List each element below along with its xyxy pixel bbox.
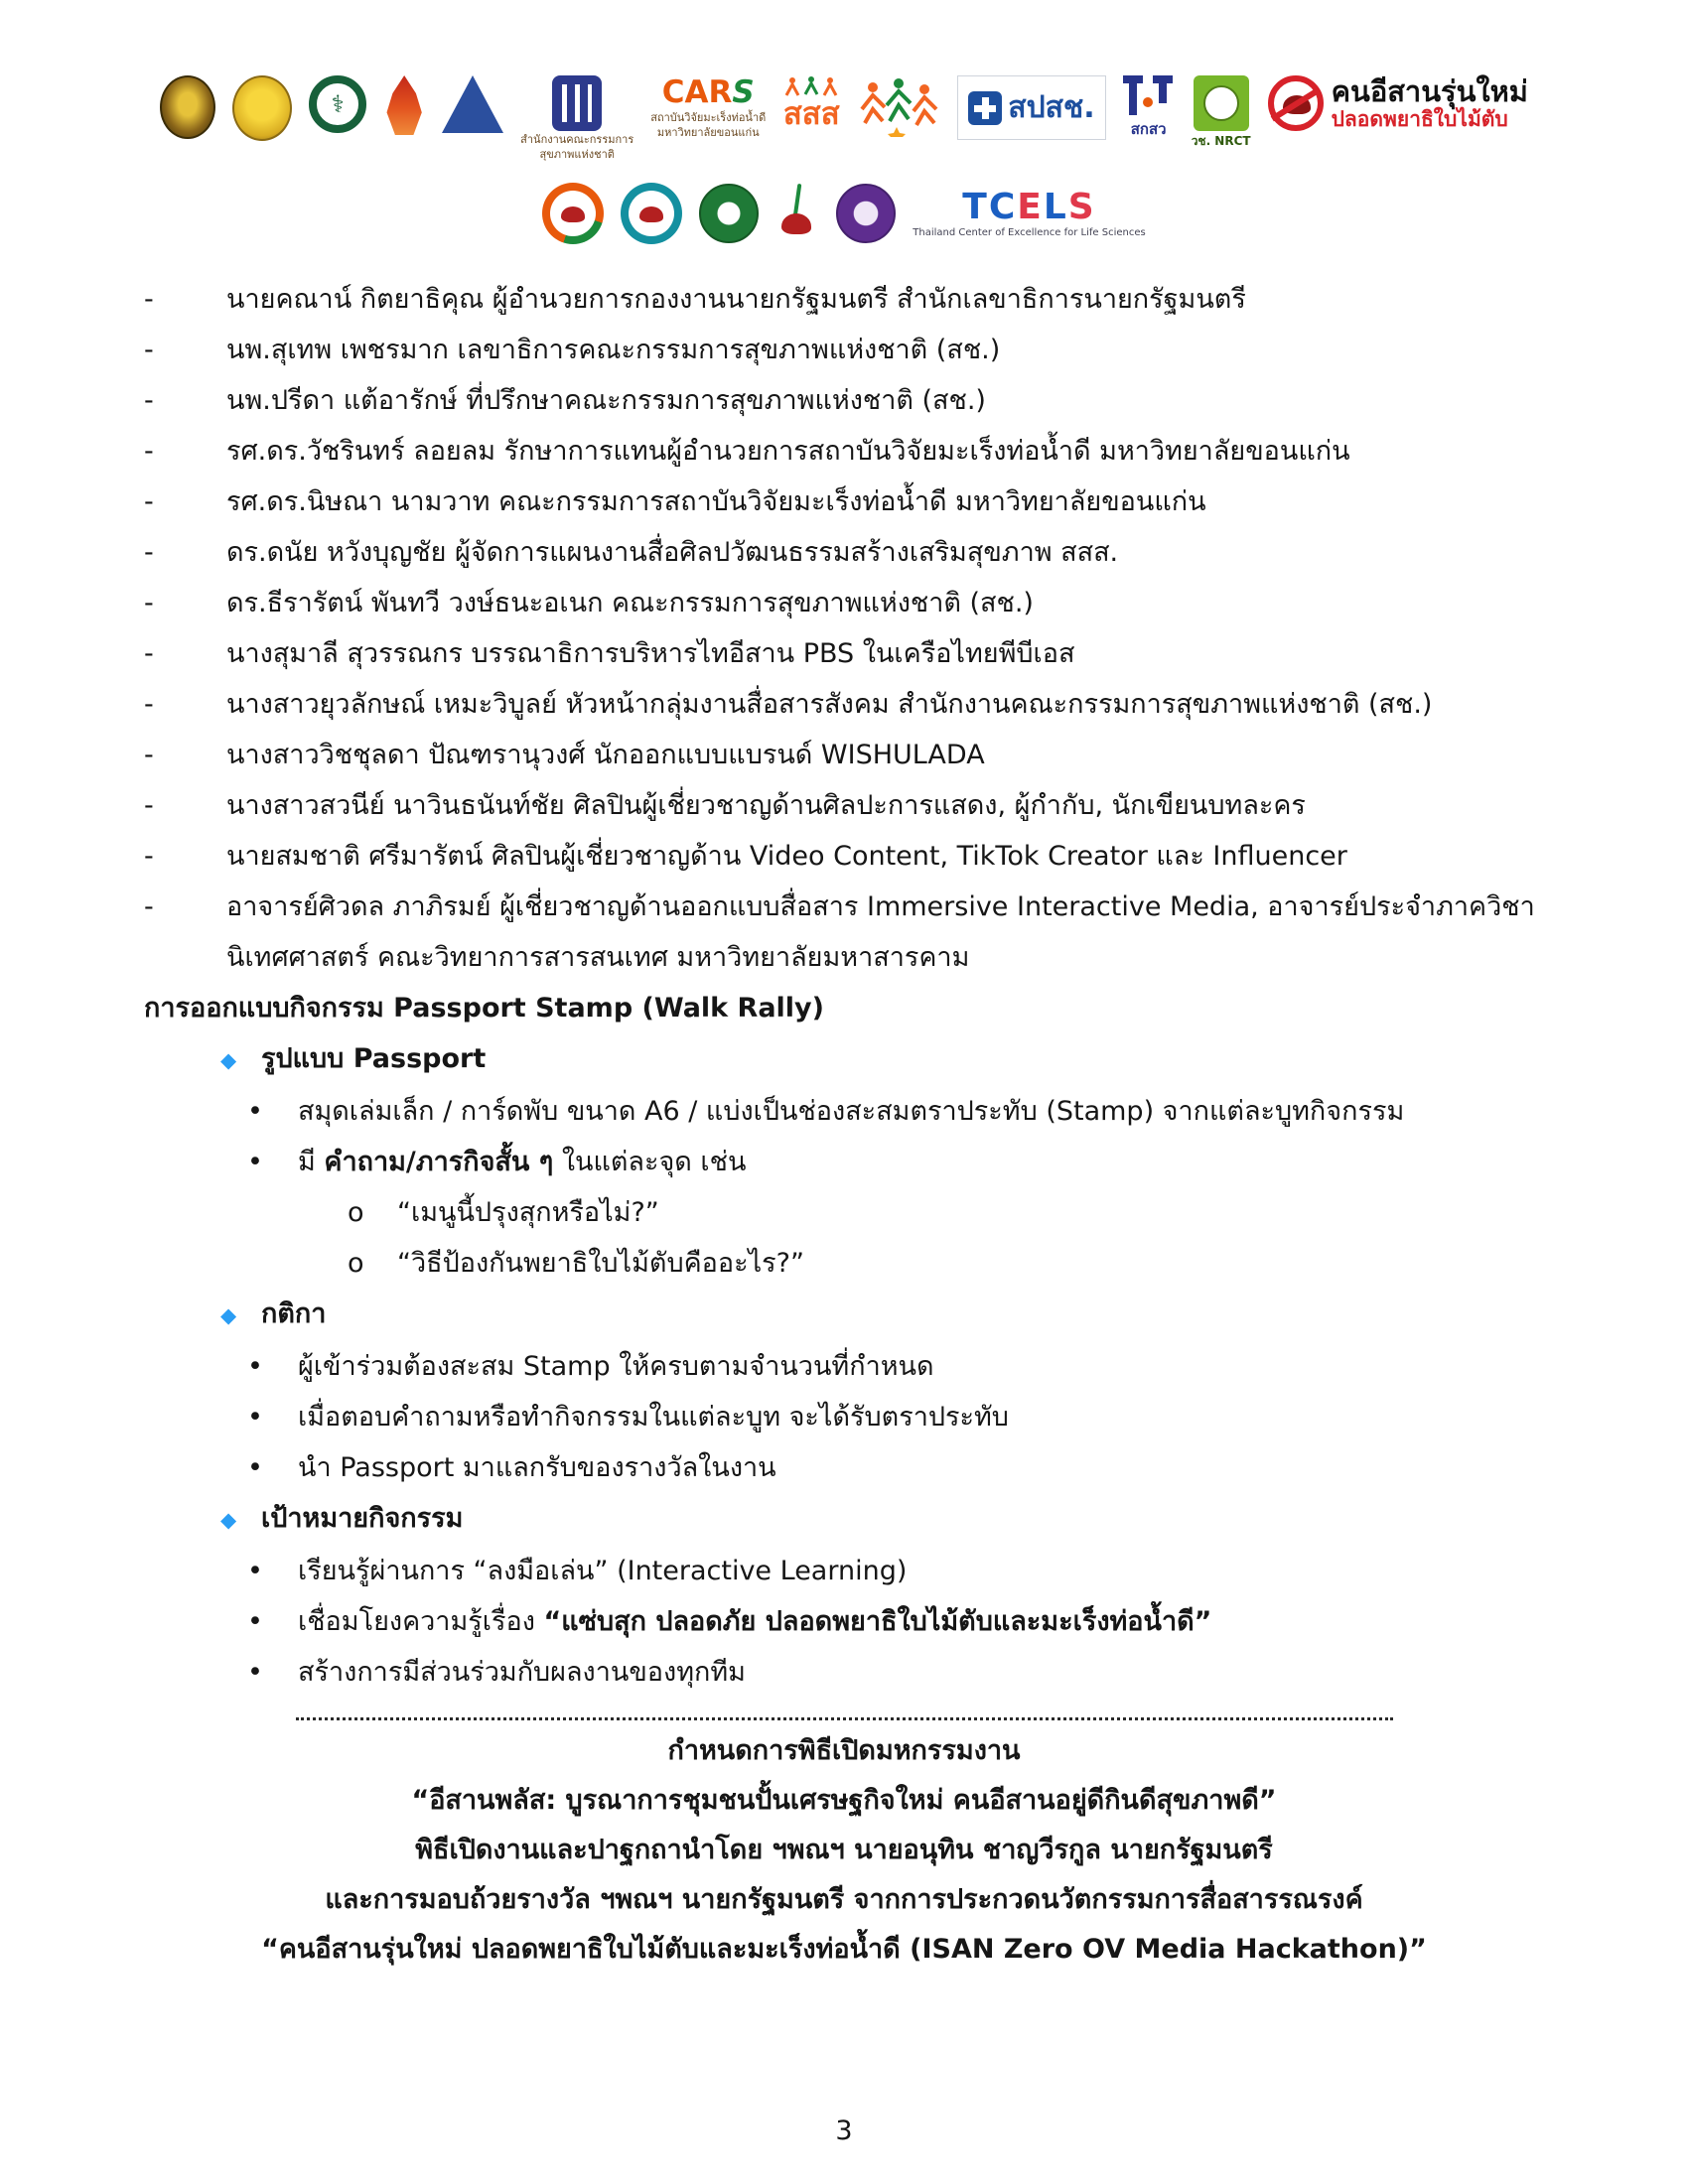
attendee-name: รศ.ดร.วัชรินทร์ ลอยลม รักษาการแทนผู้อำนวยการสถาบันวิจัยมะเร็งท่อน้ำดี มหาวิทยาลัยขอนแก่น bbox=[226, 436, 1350, 467]
attendee-name: นพ.สุเทพ เพชรมาก เลขาธิการคณะกรรมการสุขภาพแห่งชาติ (สช.) bbox=[226, 335, 1001, 365]
o-bullet-icon: o bbox=[348, 1197, 364, 1228]
liver-fluke-teal-ring-logo-icon bbox=[621, 183, 682, 244]
schedule-title: กำหนดการพิธีเปิดมหกรรมงาน bbox=[667, 1735, 1021, 1766]
dotted-divider bbox=[296, 1711, 1393, 1720]
dash-bullet: - bbox=[144, 436, 154, 467]
bullet-icon: • bbox=[247, 1452, 263, 1483]
subsection-title: รูปแบบ Passport bbox=[261, 1043, 487, 1074]
jumping-people-logo-icon bbox=[857, 75, 940, 137]
dash-bullet: - bbox=[144, 537, 154, 568]
attendee-name: ดร.ธีรารัตน์ พันทวี วงษ์ธนะอเนก คณะกรรมการสุขภาพแห่งชาติ (สช.) bbox=[226, 588, 1034, 618]
bullet-icon: • bbox=[247, 1402, 263, 1433]
list-item bbox=[144, 831, 1544, 882]
bullet-item bbox=[247, 1596, 1544, 1647]
diamond-bullet-icon: ◆ bbox=[220, 1303, 237, 1327]
sub-bullet-text: “เมนูนี้ปรุงสุกหรือไม่?” bbox=[397, 1197, 659, 1228]
liver-leaf-logo-icon bbox=[775, 184, 819, 243]
list-item bbox=[144, 882, 1544, 983]
attendee-name: ดร.ดนัย หวังบุญชัย ผู้จัดการแผนงานสื่อศิลปวัฒนธรรมสร้างเสริมสุขภาพ สสส. bbox=[226, 537, 1119, 568]
hackathon-title: “คนอีสานรุ่นใหม่ ปลอดพยาธิใบไม้ตับและมะเร็งท่อน้ำดี (ISAN Zero OV Media Hackathon)” bbox=[261, 1934, 1427, 1965]
diamond-bullet-icon: ◆ bbox=[220, 1048, 237, 1072]
dash-bullet: - bbox=[144, 284, 154, 315]
dash-bullet: - bbox=[144, 588, 154, 618]
dash-bullet: - bbox=[144, 385, 154, 416]
subsection-title: กติกา bbox=[261, 1298, 327, 1329]
attendee-name: นายสมชาติ ศรีมารัตน์ ศิลปินผู้เชี่ยวชาญด้าน Video Content, TikTok Creator และ Influencer bbox=[226, 841, 1347, 872]
event-theme: “อีสานพลัส: บูรณาการชุมชนปั้นเศรษฐกิจใหม่ คนอีสานอยู่ดีกินดีสุขภาพดี” bbox=[411, 1785, 1277, 1816]
attendee-name: นางสุมาลี สุวรรณกร บรรณาธิการบริหารไทอีสาน PBS ในเครือไทยพีบีเอส bbox=[226, 638, 1075, 669]
section-heading-passport-stamp: การออกแบบกิจกรรม Passport Stamp (Walk Rally) bbox=[144, 993, 824, 1024]
list-item bbox=[144, 274, 1544, 325]
list-item bbox=[144, 679, 1544, 730]
page-number: 3 bbox=[835, 2116, 853, 2146]
subsection-goals bbox=[220, 1493, 1544, 1546]
dash-bullet: - bbox=[144, 335, 154, 365]
attendee-name: นางสาวยุวลักษณ์ เหมะวิบูลย์ หัวหน้ากลุ่มงานสื่อสารสังคม สำนักงานคณะกรรมการสุขภาพแห่งชาติ (สช.) bbox=[226, 689, 1433, 720]
attendee-name: รศ.ดร.นิษณา นามวาท คณะกรรมการสถาบันวิจัยมะเร็งท่อน้ำดี มหาวิทยาลัยขอนแก่น bbox=[226, 486, 1206, 517]
bullet-text: มี คำถาม/ภารกิจสั้น ๆ ในแต่ละจุด เช่น bbox=[298, 1147, 747, 1177]
list-item bbox=[144, 426, 1544, 477]
dna-helix-icon: S bbox=[732, 74, 755, 110]
purple-university-seal-icon bbox=[836, 184, 896, 243]
attendee-name: นายคณาน์ กิตยาธิคุณ ผู้อำนวยการกองงานนายกรัฐมนตรี สำนักเลขาธิการนายกรัฐมนตรี bbox=[226, 284, 1246, 315]
list-item bbox=[144, 325, 1544, 375]
tsri-logo-icon: สกสว bbox=[1123, 75, 1175, 141]
cari-logo-icon: CARS สถาบันวิจัยมะเร็งท่อน้ำดี มหาวิทยาลัยขอนแก่น bbox=[650, 74, 767, 139]
dash-bullet: - bbox=[144, 740, 154, 770]
institute-triangle-seal-icon bbox=[442, 75, 503, 133]
o-bullet-icon: o bbox=[348, 1248, 364, 1279]
bullet-text: เมื่อตอบคำถามหรือทำกิจกรรมในแต่ละบูท จะได้รับตราประทับ bbox=[298, 1402, 1009, 1433]
green-wreath-seal-icon bbox=[699, 184, 759, 243]
attendee-name: นพ.ปรีดา แต้อารักษ์ ที่ปรึกษาคณะกรรมการสุขภาพแห่งชาติ (สช.) bbox=[226, 385, 986, 416]
sub-bullet-text: “วิธีป้องกันพยาธิใบไม้ตับคืออะไร?” bbox=[397, 1248, 804, 1279]
cari-caption-line1: สถาบันวิจัยมะเร็งท่อน้ำดี bbox=[650, 111, 767, 124]
garuda-royal-seal-icon bbox=[160, 75, 215, 139]
attendee-name: อาจารย์ศิวดล ภาภิรมย์ ผู้เชี่ยวชาญด้านออกแบบสื่อสาร Immersive Interactive Media, อาจารย์ประจำภาควิชานิเทศศาสตร์ คณะวิทยาการสารสนเทศ มหาวิทยาลัยมหาสารคาม bbox=[226, 891, 1535, 973]
bullet-text: นำ Passport มาแลกรับของรางวัลในงาน bbox=[298, 1452, 776, 1483]
thaihealth-sss-logo-icon: สสส bbox=[782, 75, 840, 129]
ministry-public-health-seal-icon: ⚕ bbox=[309, 75, 366, 133]
dash-bullet: - bbox=[144, 689, 154, 720]
dash-bullet: - bbox=[144, 841, 154, 872]
dash-bullet: - bbox=[144, 638, 154, 669]
bullet-icon: • bbox=[247, 1147, 263, 1177]
health-cross-icon bbox=[968, 91, 1002, 125]
opening-ceremony-line: พิธีเปิดงานและปาฐกถานำโดย ฯพณฯ นายอนุทิน ชาญวีรกูล นายกรัฐมนตรี bbox=[415, 1835, 1273, 1865]
campaign-title: คนอีสานรุ่นใหม่ bbox=[1331, 74, 1528, 108]
bullet-item bbox=[247, 1546, 1544, 1596]
nhc-office-seal-icon bbox=[520, 75, 633, 161]
tcels-logo-icon: TCELS Thailand Center of Excellence for Life Sciences bbox=[913, 186, 1146, 238]
campaign-subtitle: ปลอดพยาธิใบไม้ตับ bbox=[1331, 107, 1508, 131]
schedule-announcement bbox=[144, 1726, 1544, 1975]
bullet-text: เชื่อมโยงความรู้เรื่อง “แซ่บสุก ปลอดภัย ปลอดพยาธิใบไม้ตับและมะเร็งท่อน้ำดี” bbox=[298, 1606, 1212, 1637]
bullet-item bbox=[247, 1647, 1544, 1698]
isan-zero-ov-campaign-logo bbox=[1268, 75, 1528, 131]
list-item bbox=[144, 477, 1544, 527]
award-line: และการมอบถ้วยรางวัล ฯพณฯ นายกรัฐมนตรี จากการประกวดนวัตกรรมการสื่อสารรณรงค์ bbox=[325, 1884, 1363, 1915]
logo-row-1 bbox=[0, 75, 1688, 161]
no-liver-fluke-icon bbox=[1268, 75, 1324, 131]
bullet-item bbox=[247, 1392, 1544, 1442]
diamond-bullet-icon: ◆ bbox=[220, 1508, 237, 1532]
bullet-text: สมุดเล่มเล็ก / การ์ดพับ ขนาด A6 / แบ่งเป็นช่องสะสมตราประทับ (Stamp) จากแต่ละบูทกิจกรรม bbox=[298, 1096, 1405, 1127]
sub-bullet-item bbox=[348, 1238, 1544, 1289]
bullet-text: เรียนรู้ผ่านการ “ลงมือเล่น” (Interactive Learning) bbox=[298, 1556, 908, 1586]
bullet-item bbox=[247, 1086, 1544, 1137]
university-crest-icon bbox=[383, 75, 425, 135]
bullet-item bbox=[247, 1341, 1544, 1392]
list-item bbox=[144, 730, 1544, 780]
attendee-name: นางสาววิชชุลดา ปัณฑรานุวงศ์ นักออกแบบแบรนด์ WISHULADA bbox=[226, 740, 985, 770]
bullet-text: สร้างการมีส่วนร่วมกับผลงานของทุกทีม bbox=[298, 1657, 746, 1688]
bullet-icon: • bbox=[247, 1096, 263, 1127]
bullet-icon: • bbox=[247, 1351, 263, 1382]
nhc-caption-line2: สุขภาพแห่งชาติ bbox=[539, 148, 615, 161]
bullet-icon: • bbox=[247, 1556, 263, 1586]
list-item bbox=[144, 527, 1544, 578]
provincial-lion-seal-icon bbox=[232, 75, 292, 141]
cascap-ring-logo-icon bbox=[542, 183, 604, 244]
bullet-item bbox=[247, 1442, 1544, 1493]
sub-bullet-item bbox=[348, 1187, 1544, 1238]
nrct-logo-icon: วช. NRCT bbox=[1192, 75, 1251, 151]
attendee-name: นางสาวสวนีย์ นาวินธนันท์ชัย ศิลปินผู้เชี่ยวชาญด้านศิลปะการแสดง, ผู้กำกับ, นักเขียนบทละคร bbox=[226, 790, 1306, 821]
nhc-caption-line1: สำนักงานคณะกรรมการ bbox=[520, 133, 634, 146]
logo-banner bbox=[0, 0, 1688, 244]
subsection-passport-format bbox=[220, 1033, 1544, 1086]
subsection-rules bbox=[220, 1289, 1544, 1341]
bullet-icon: • bbox=[247, 1657, 263, 1688]
bullet-icon: • bbox=[247, 1606, 263, 1637]
bullet-item bbox=[247, 1137, 1544, 1187]
dash-bullet: - bbox=[144, 486, 154, 517]
list-item bbox=[144, 780, 1544, 831]
cari-caption-line2: มหาวิทยาลัยขอนแก่น bbox=[656, 126, 760, 139]
nhso-logo-icon: สปสช. bbox=[957, 75, 1105, 140]
list-item bbox=[144, 628, 1544, 679]
dash-bullet: - bbox=[144, 790, 154, 821]
subsection-title: เป้าหมายกิจกรรม bbox=[261, 1503, 464, 1534]
dash-bullet: - bbox=[144, 891, 154, 922]
list-item bbox=[144, 375, 1544, 426]
document-body bbox=[144, 274, 1544, 1975]
bullet-text: ผู้เข้าร่วมต้องสะสม Stamp ให้ครบตามจำนวนที่กำหนด bbox=[298, 1351, 934, 1382]
tcels-caption: Thailand Center of Excellence for Life Sciences bbox=[913, 226, 1146, 238]
list-item bbox=[144, 578, 1544, 628]
logo-row-2 bbox=[0, 183, 1688, 244]
